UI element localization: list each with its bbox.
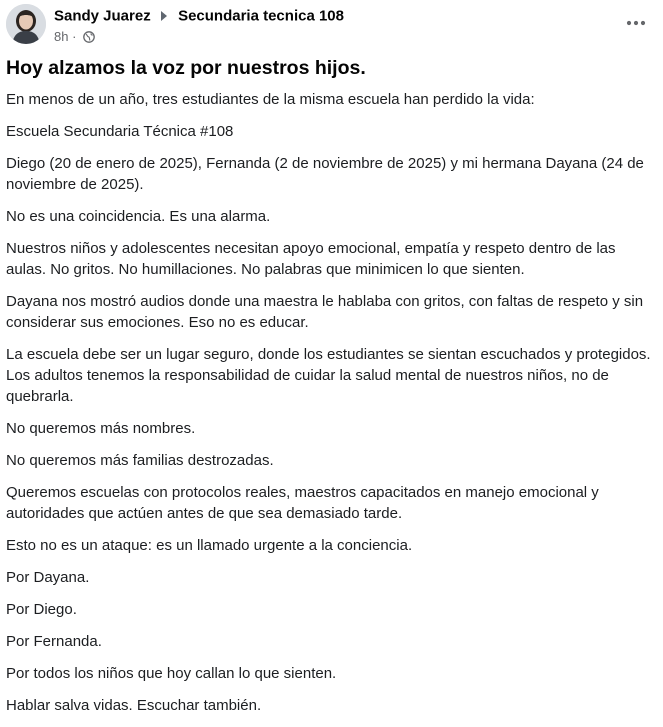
post-paragraph: Esto no es un ataque: es un llamado urgente a la conciencia. [6,537,413,554]
author-name[interactable]: Sandy Juarez [54,7,151,25]
post-paragraph: Hablar salva vidas. Escuchar también. [6,697,262,714]
post-paragraph: Diego (20 de enero de 2025), Fernanda (2 de noviembre de 2025) y mi hermana Dayana (24 de noviembre de 2025). [6,155,644,193]
more-horizontal-icon [626,20,646,26]
post-meta [54,28,95,44]
post-body [6,89,656,727]
post-paragraph: Dayana nos mostró audios donde una maestra le hablaba con gritos, con faltas de respeto y sin considerar sus emociones. Eso no es educar. [6,293,644,331]
group-name[interactable]: Secundaria tecnica 108 [178,7,344,25]
post-paragraph: Por todos los niños que hoy callan lo que sienten. [6,665,337,682]
post-paragraph: Escuela Secundaria Técnica #108 [6,123,234,140]
post-paragraph: La escuela debe ser un lugar seguro, donde los estudiantes se sientan escuchados y protegidos. Los adultos tenemos la responsabilidad de cuidar la salud mental de nuestros niños, no de quebrarla. [6,346,651,405]
post-paragraph: Por Dayana. [6,569,90,586]
post-header [6,4,655,50]
post-paragraph: Por Fernanda. [6,633,102,650]
more-options-button[interactable] [623,12,649,34]
meta-separator: · [72,29,77,45]
globe-icon [83,31,95,43]
post-paragraph: No queremos más nombres. [6,420,196,437]
post-title: Hoy alzamos la voz por nuestros hijos. [6,57,366,79]
post-paragraph: En menos de un año, tres estudiantes de la misma escuela han perdido la vida: [6,91,535,108]
post-paragraph: Por Diego. [6,601,77,618]
avatar[interactable] [6,4,46,44]
arrow-right-icon [161,11,167,21]
post-paragraph: Queremos escuelas con protocolos reales, maestros capacitados en manejo emocional y autoridades que actúen antes de que sea demasiado tarde. [6,484,599,522]
post-paragraph: No queremos más familias destrozadas. [6,452,274,469]
post-paragraph: Nuestros niños y adolescentes necesitan apoyo emocional, empatía y respeto dentro de las aulas. No gritos. No humillaciones. No palabras que minimicen lo que sienten. [6,240,616,278]
post-timestamp[interactable]: 8h [54,29,69,45]
post-paragraph: No es una coincidencia. Es una alarma. [6,208,271,225]
author-line [54,7,344,25]
